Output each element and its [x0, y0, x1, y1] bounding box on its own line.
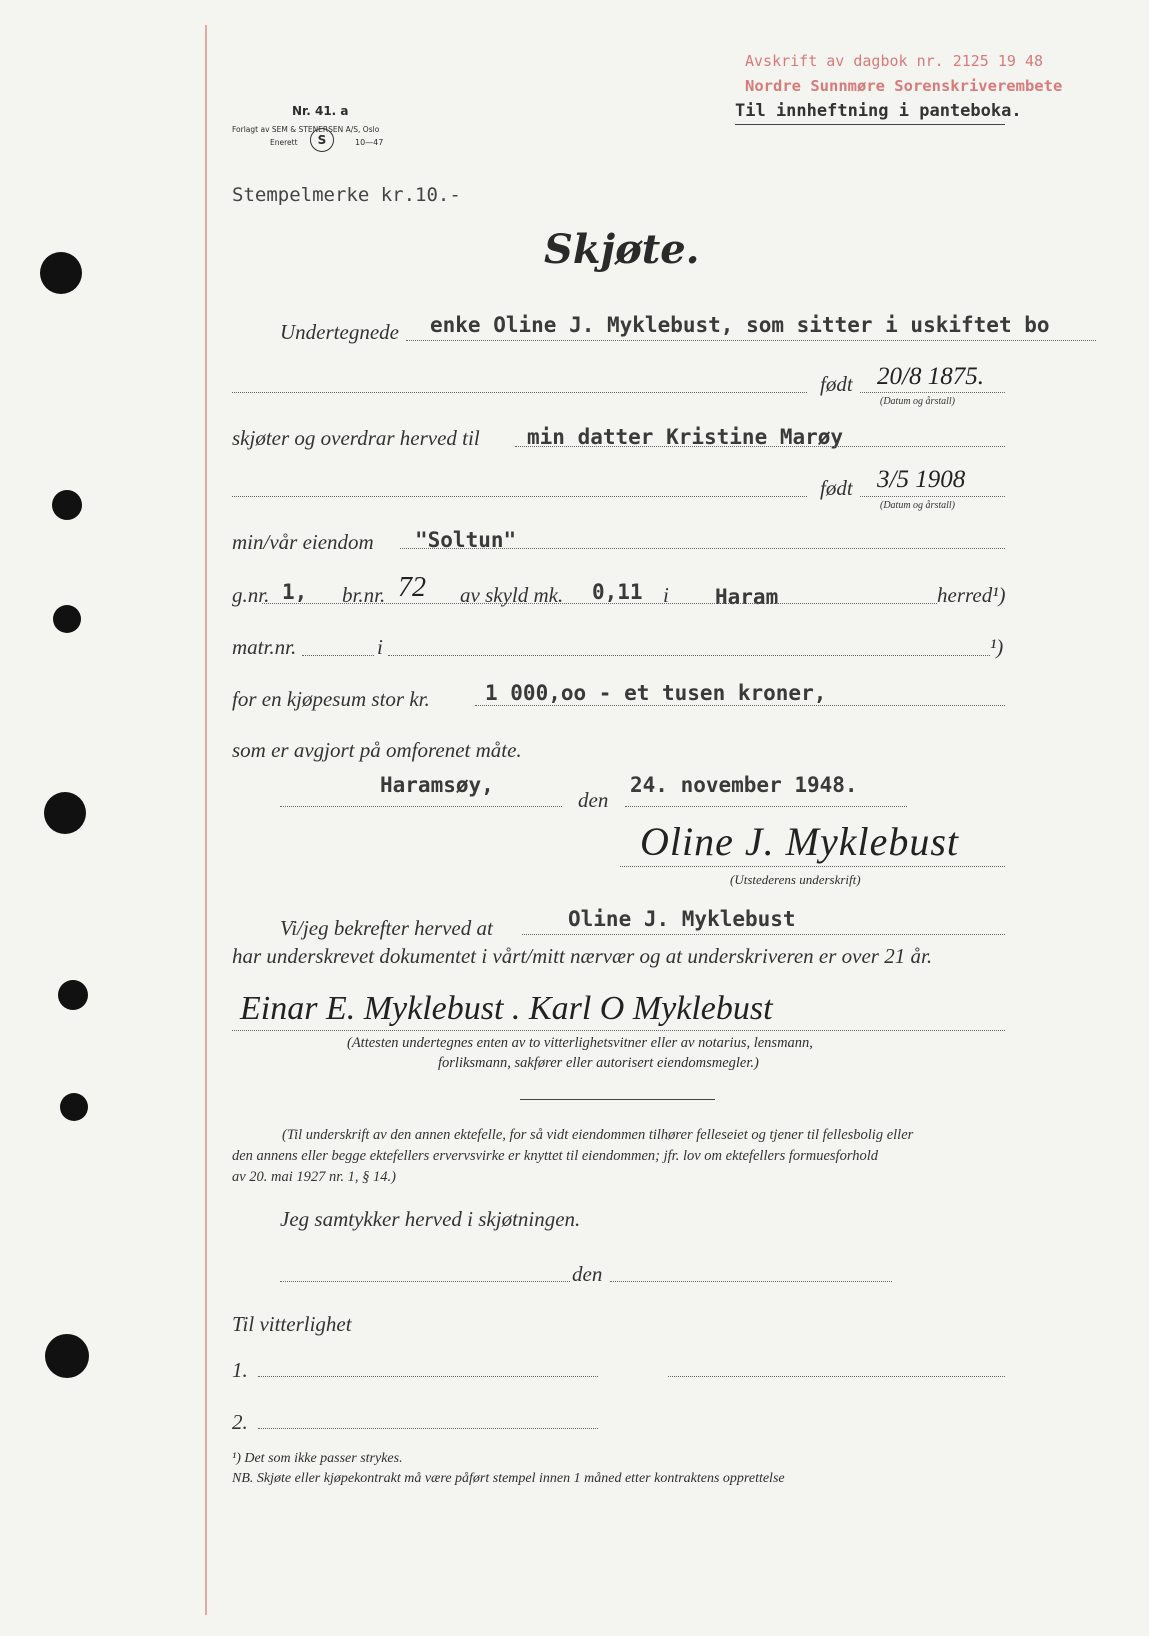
gnr-value: 1, [282, 580, 308, 604]
brnr-label: br.nr. [342, 583, 386, 607]
punch-hole [45, 1334, 89, 1378]
witness-value: Oline J. Myklebust [568, 907, 796, 931]
punch-hole [40, 252, 82, 294]
grantee-born-line [860, 496, 1005, 497]
witness-statement: har underskrevet dokumentet i vårt/mitt nærvær og at underskriveren er over 21 år. [232, 944, 933, 968]
form-publisher: Forlagt av SEM & STENERSEN A/S, Oslo [232, 125, 380, 134]
punch-hole [58, 980, 88, 1010]
consent-den: den [572, 1262, 603, 1286]
price-label: for en kjøpesum stor kr. [232, 687, 430, 711]
consent-line-left [280, 1281, 570, 1282]
consent-line-right [610, 1281, 892, 1282]
municipality-i: i [663, 583, 669, 607]
stamp-line-2: Nordre Sunnmøre Sorenskriverembete [745, 77, 1063, 95]
grantor-label: Undertegnede [280, 320, 399, 344]
stamp-duty: Stempelmerke kr.10.- [232, 184, 461, 206]
skyld-value: 0,11 [592, 580, 643, 604]
date-value: 24. november 1948. [630, 773, 858, 797]
grantee-born-line-left [232, 496, 807, 497]
price-value: 1 000,oo - et tusen kroner, [485, 681, 827, 705]
property-name: "Soltun" [415, 528, 517, 552]
issuer-signature: Oline J. Myklebust [640, 819, 959, 864]
witness-label: Vi/jeg bekrefter herved at [280, 916, 493, 940]
grantor-born-line [860, 392, 1005, 393]
price-settled: som er avgjort på omforenet måte. [232, 738, 522, 762]
attestation-line-1a [258, 1376, 598, 1377]
grantee-value: min datter Kristine Marøy [527, 425, 844, 449]
matr-label: matr.nr. [232, 635, 297, 659]
issuer-signature-line [620, 866, 1005, 867]
punch-hole [60, 1093, 88, 1121]
grantee-born-value: 3/5 1908 [877, 466, 966, 493]
attestation-item-2: 2. [232, 1410, 248, 1434]
section-divider [520, 1099, 715, 1100]
matr-i: i [377, 635, 383, 659]
form-number: Nr. 41. a [292, 104, 349, 118]
date-den: den [578, 788, 609, 812]
margin-rule [205, 25, 207, 1615]
footnote-1: ¹) Det som ikke passer strykes. [232, 1451, 403, 1466]
spouse-note-1: (Til underskrift av den annen ektefelle, for så vidt eiendommen tilhører felleseiet og tjener til fellesbolig eller [282, 1127, 914, 1143]
attestation-line-2a [258, 1428, 598, 1429]
property-line [400, 548, 1005, 549]
stamp-line-1: Avskrift av dagbok nr. 2125 19 48 [745, 52, 1044, 70]
property-row-line [262, 603, 937, 604]
herred-label: herred¹) [937, 583, 1006, 607]
date-place: Haramsøy, [380, 773, 494, 797]
matr-line-2 [388, 655, 990, 656]
grantor-line [406, 340, 1096, 341]
punch-hole [44, 792, 86, 834]
attestation-item-1: 1. [232, 1358, 248, 1382]
witness-line [522, 934, 1005, 935]
grantee-born-label: født [820, 476, 853, 500]
grantor-born-hint: (Datum og årstall) [880, 396, 955, 407]
matr-end: ¹) [990, 635, 1004, 659]
attestation-label: Til vitterlighet [232, 1312, 352, 1336]
punch-hole [52, 490, 82, 520]
date-line [625, 806, 907, 807]
attestation-line-1b [668, 1376, 1005, 1377]
document-title: Skjøte. [544, 226, 700, 273]
spouse-note-2: den annens eller begge ektefellers ervervsvirke er knyttet til eiendommen; jfr. lov om ektefellers formuesforhold [232, 1148, 878, 1164]
consent-text: Jeg samtykker herved i skjøtningen. [280, 1207, 581, 1231]
grantor-born-line-left [232, 392, 807, 393]
form-edition: 10—47 [355, 138, 384, 147]
stamp-underline [735, 124, 1005, 125]
brnr-value: 72 [398, 572, 426, 603]
skyld-label: av skyld mk. [460, 583, 564, 607]
issuer-signature-caption: (Utstederens underskrift) [730, 872, 861, 887]
price-line [475, 705, 1005, 706]
spouse-note-3: av 20. mai 1927 nr. 1, § 14.) [232, 1169, 396, 1185]
municipality-value: Haram [715, 585, 779, 609]
publisher-logo: S [310, 128, 334, 152]
place-line [280, 806, 562, 807]
grantee-label: skjøter og overdrar herved til [232, 426, 480, 450]
footnote-2: NB. Skjøte eller kjøpekontrakt må være påført stempel innen 1 måned etter kontraktens opprettelse [232, 1471, 785, 1486]
stamp-line-3: Til innheftning i panteboka. [735, 101, 1022, 121]
grantor-born-value: 20/8 1875. [877, 363, 984, 390]
witness-signatures-line [232, 1030, 1005, 1031]
grantor-value: enke Oline J. Myklebust, som sitter i uskiftet bo [430, 313, 1050, 337]
grantor-born-label: født [820, 372, 853, 396]
matr-line-1 [302, 655, 374, 656]
punch-hole [53, 605, 81, 633]
witness-note-2: forliksmann, sakfører eller autorisert eiendomsmegler.) [438, 1055, 759, 1071]
witness-note-1: (Attesten undertegnes enten av to vitterlighetsvitner eller av notarius, lensmann, [347, 1035, 813, 1051]
witness-signatures: Einar E. Myklebust . Karl O Myklebust [240, 990, 773, 1027]
form-rights: Enerett [270, 138, 298, 147]
gnr-label: g.nr. [232, 583, 270, 607]
grantee-born-hint: (Datum og årstall) [880, 500, 955, 511]
grantee-line [515, 446, 1005, 447]
property-label: min/vår eiendom [232, 530, 374, 554]
